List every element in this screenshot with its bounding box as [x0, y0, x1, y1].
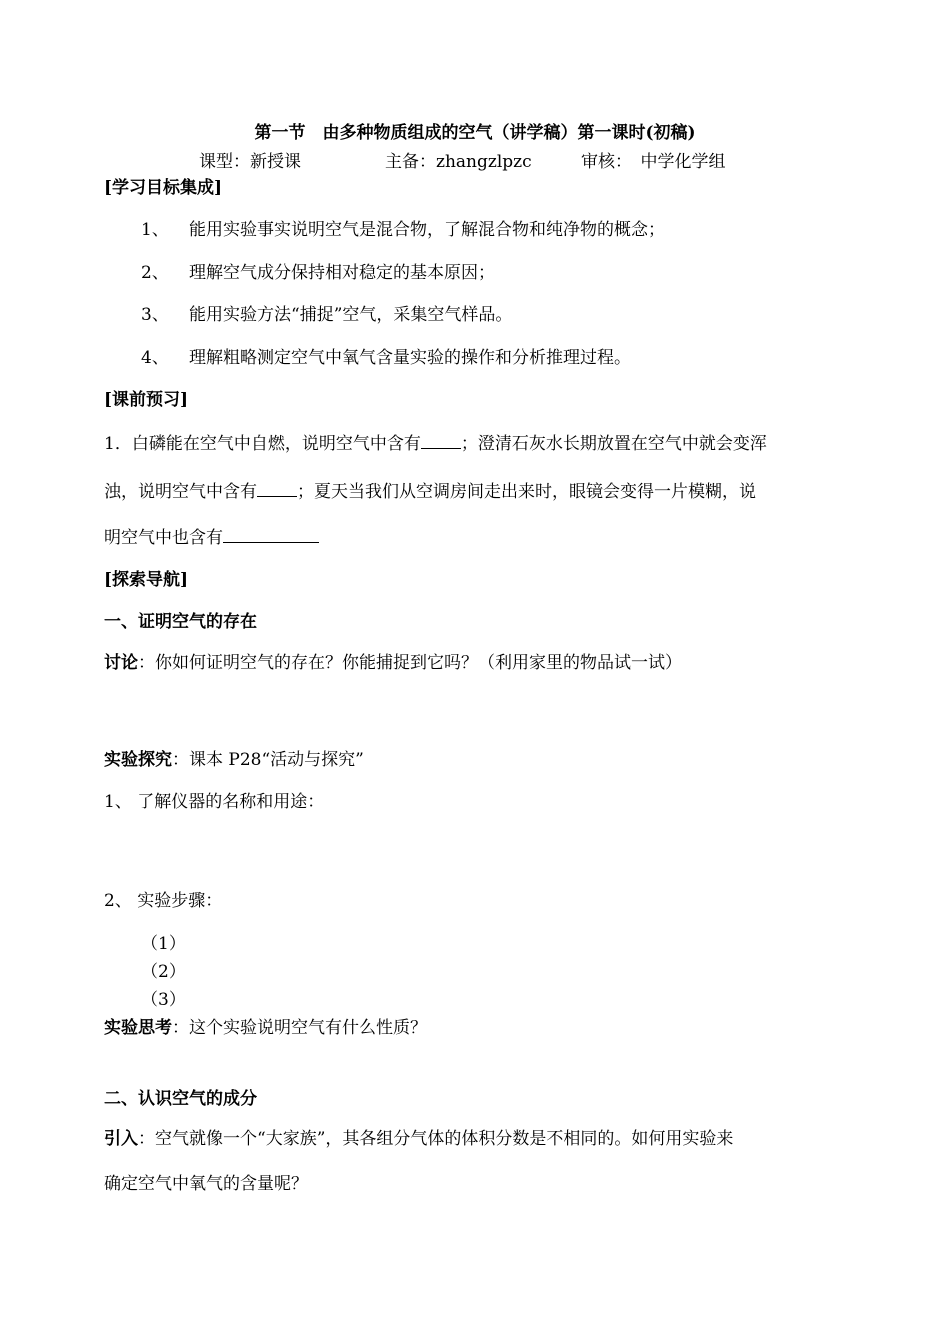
goal-number: 2、 [141, 263, 169, 283]
intro-paragraph: 确定空气中氧气的含量呢？ [104, 1174, 308, 1194]
goal-text: 理解空气成分保持相对稳定的基本原因； [189, 263, 495, 283]
goal-text: 理解粗略测定空气中氧气含量实验的操作和分析推理过程。 [189, 348, 631, 368]
experiment-label: 实验探究 [104, 750, 172, 770]
goal-item [141, 346, 631, 370]
goal-text: 能用实验事实说明空气是混合物，了解混合物和纯净物的概念； [189, 220, 665, 240]
goal-text: 能用实验方法“捕捉”空气，采集空气样品。 [189, 305, 513, 325]
experiment-prompt [104, 748, 364, 772]
preview-question-line [104, 430, 767, 456]
goal-number: 4、 [141, 348, 169, 368]
sub-step: （3） [141, 990, 186, 1010]
section-heading: 二、认识空气的成分 [104, 1089, 257, 1109]
intro-paragraph [104, 1127, 733, 1151]
thinking-text: ：这个实验说明空气有什么性质？ [172, 1018, 427, 1038]
intro-text: ：空气就像一个“大家族”，其各组分气体的体积分数是不相同的。如何用实验来 [138, 1129, 734, 1149]
thinking-label: 实验思考 [104, 1018, 172, 1038]
lesson-author: 主备：zhangzlpzc [385, 152, 532, 172]
step-item: 1、 了解仪器的名称和用途： [104, 792, 325, 812]
preview-text: 明空气中也含有 [104, 528, 223, 548]
sub-step: （1） [141, 934, 186, 954]
discussion-prompt [104, 651, 682, 675]
goal-item [141, 261, 495, 285]
discussion-label: 讨论 [104, 653, 138, 673]
sub-step: （2） [141, 962, 186, 982]
goal-number: 3、 [141, 305, 169, 325]
step-item: 2、 实验步骤： [104, 891, 223, 911]
preview-text: 1．白磷能在空气中自燃，说明空气中含有 [104, 434, 421, 454]
lesson-reviewer: 审核： 中学化学组 [581, 152, 726, 172]
preview-text: ；夏天当我们从空调房间走出来时，眼镜会变得一片模糊，说 [297, 482, 756, 502]
discussion-text: ：你如何证明空气的存在？你能捕捉到它吗？（利用家里的物品试一试） [138, 653, 682, 673]
goal-item [141, 303, 512, 327]
page-title: 第一节 由多种物质组成的空气（讲学稿）第一课时(初稿) [254, 123, 696, 143]
goal-item [141, 218, 665, 242]
goal-number: 1、 [141, 220, 169, 240]
answer-blank[interactable] [421, 430, 461, 449]
preview-question-line [104, 524, 319, 550]
goals-heading: [学习目标集成] [104, 178, 223, 198]
explore-heading: [探索导航] [104, 570, 189, 590]
preview-text: 浊，说明空气中含有 [104, 482, 257, 502]
intro-label: 引入 [104, 1129, 138, 1149]
experiment-text: ：课本 P28“活动与探究” [172, 750, 364, 770]
answer-blank[interactable] [223, 524, 319, 543]
preview-text: ；澄清石灰水长期放置在空气中就会变浑 [460, 434, 767, 454]
answer-blank[interactable] [257, 478, 297, 497]
preview-heading: [课前预习] [104, 390, 189, 410]
experiment-thinking [104, 1016, 427, 1040]
preview-question-line [104, 478, 756, 504]
lesson-type: 课型：新授课 [199, 152, 301, 172]
section-heading: 一、证明空气的存在 [104, 612, 257, 632]
